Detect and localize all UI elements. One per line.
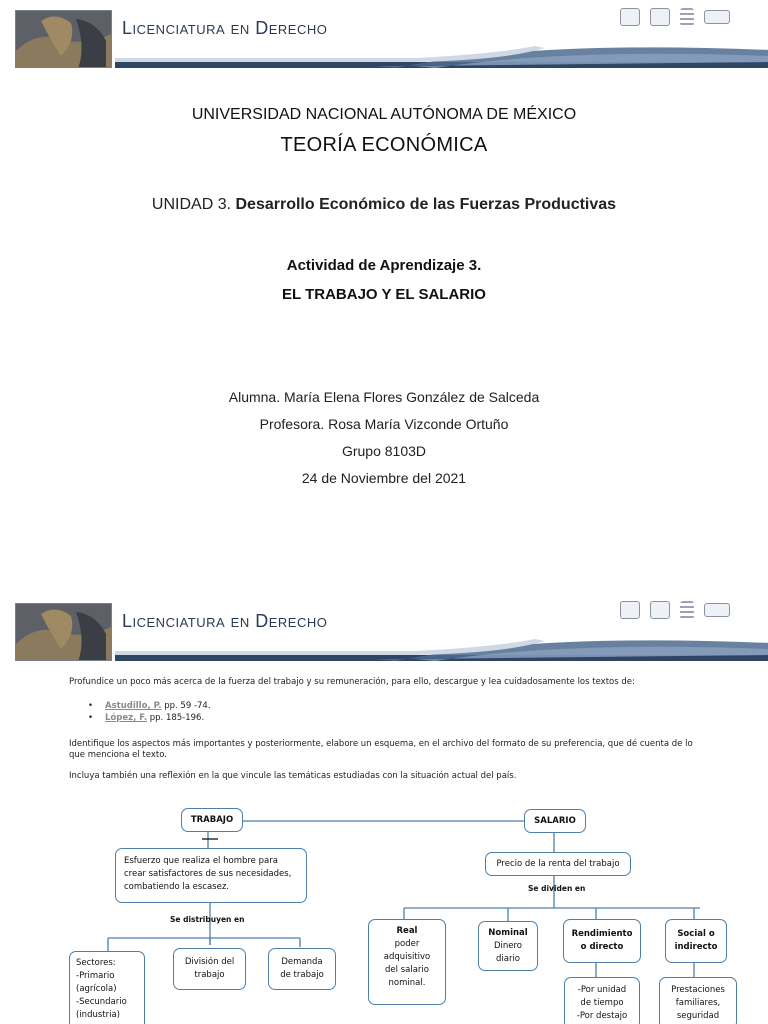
reference-link[interactable]: Astudillo, P. <box>105 701 162 711</box>
unam-logo-icon <box>620 8 640 26</box>
reference-link[interactable]: López, F. <box>105 713 148 723</box>
group-code: Grupo 8103D <box>341 443 427 459</box>
subject-title: TEORÍA ECONÓMICA <box>280 134 488 156</box>
division-node: División del trabajo <box>173 948 246 990</box>
instruction-reflection: Incluya también una reflexión en la que vincule las temáticas estudiadas con la situación actual del país. <box>69 771 517 781</box>
salario-social-node: Social o indirecto <box>665 919 727 963</box>
student-name: Alumna. María Elena Flores González de Salceda <box>228 389 540 405</box>
activity-label: Actividad de Aprendizaje 3. <box>286 257 482 274</box>
header-banner <box>0 0 768 70</box>
header-photo <box>15 10 112 68</box>
reference-pages: pp. 185-196. <box>149 713 205 723</box>
salario-node: SALARIO <box>524 809 586 833</box>
banner-title-2: Licenciatura en Derecho <box>122 611 328 631</box>
trabajo-connector-label: Se distribuyen en <box>170 915 245 924</box>
salario-real-node: Real poder adquisitivo del salario nominal. <box>368 919 446 1005</box>
unit-label: UNIDAD 3. <box>151 196 232 213</box>
unit-heading <box>0 196 768 214</box>
salario-rendimiento-node: Rendimiento o directo <box>563 919 641 963</box>
instruction-intro: Profundice un poco más acerca de la fuerza del trabajo y su remuneración, para ello, descargue y lea cuidadosamente los textos de: <box>69 677 635 687</box>
university-name: UNIVERSIDAD NACIONAL AUTÓNOMA DE MÉXICO <box>191 106 577 123</box>
suayed-logo-icon <box>680 8 694 26</box>
institution-logos <box>620 8 730 26</box>
bullet-icon: • <box>88 713 94 723</box>
trabajo-node: TRABAJO <box>181 808 243 832</box>
fd-logo-icon <box>704 10 730 24</box>
social-detail-node: Prestaciones familiares, seguridad <box>659 977 737 1024</box>
date-text: 24 de Noviembre del 2021 <box>301 470 467 486</box>
instruction-task: Identifique los aspectos más importantes y posteriormente, elabore un esquema, en el archivo del formato de su preferencia, que dé cuenta de lo que menciona el texto. <box>69 739 693 760</box>
trabajo-definition: Esfuerzo que realiza el hombre para crear satisfactores de sus necesidades, combatiendo la escasez. <box>115 848 307 903</box>
page-gap <box>0 560 768 593</box>
document-page-2 <box>0 593 768 1024</box>
reference-pages: pp. 59 -74. <box>164 701 211 711</box>
bullet-icon: • <box>88 701 94 711</box>
salario-connector-label: Se dividen en <box>528 884 586 893</box>
shield-logo-icon <box>650 8 670 26</box>
teacher-name: Profesora. Rosa María Vizconde Ortuño <box>259 416 509 432</box>
salario-nominal-node: Nominal Dinero diario <box>478 921 538 971</box>
unit-title: Desarrollo Económico de las Fuerzas Productivas <box>235 196 617 213</box>
header-band <box>115 44 768 68</box>
sectores-node: Sectores: -Primario (agrícola) -Secundario (industria) <box>69 951 145 1024</box>
rendimiento-detail-node: -Por unidad de tiempo -Por destajo <box>564 977 640 1024</box>
demanda-node: Demanda de trabajo <box>268 948 336 990</box>
banner-title: Licenciatura en Derecho <box>122 18 328 38</box>
salario-definition: Precio de la renta del trabajo <box>485 852 631 876</box>
activity-title: EL TRABAJO Y EL SALARIO <box>282 286 486 303</box>
